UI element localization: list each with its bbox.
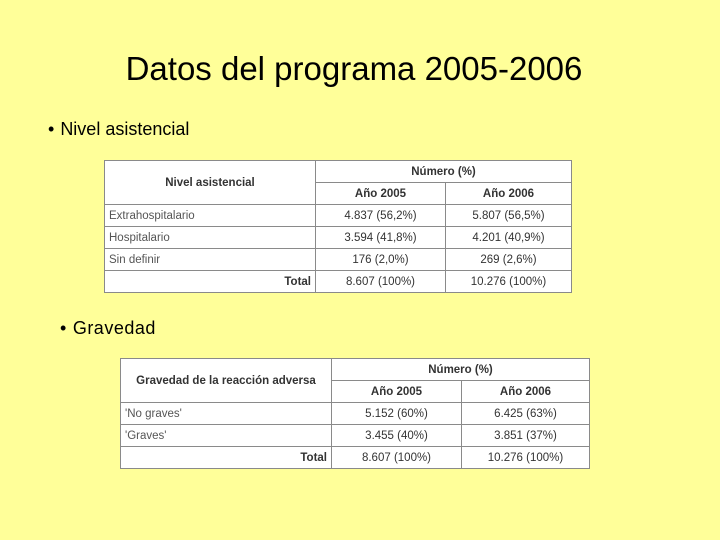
bullet-glyph: •	[60, 318, 67, 338]
bullet-label: Nivel asistencial	[60, 119, 190, 139]
bullet-gravedad	[60, 318, 156, 339]
total-2006: 10.276 (100%)	[462, 447, 590, 469]
table-row	[105, 249, 572, 271]
bullet-glyph: •	[48, 119, 55, 139]
cell-2005: 3.594 (41,8%)	[316, 227, 446, 249]
row-label: 'No graves'	[121, 403, 332, 425]
corner-header: Nivel asistencial	[105, 161, 316, 205]
bullet-nivel-asistencial	[48, 119, 189, 140]
table-row	[105, 205, 572, 227]
bullet-label: Gravedad	[72, 318, 156, 338]
total-2006: 10.276 (100%)	[446, 271, 572, 293]
group-header: Número (%)	[332, 359, 590, 381]
row-label: Sin definir	[105, 249, 316, 271]
row-label: Hospitalario	[105, 227, 316, 249]
col-header-2005: Año 2005	[332, 381, 462, 403]
table-total-row	[105, 271, 572, 293]
col-header-2006: Año 2006	[462, 381, 590, 403]
cell-2005: 3.455 (40%)	[332, 425, 462, 447]
row-label: 'Graves'	[121, 425, 332, 447]
group-header: Número (%)	[316, 161, 572, 183]
corner-header: Gravedad de la reacción adversa	[121, 359, 332, 403]
table-row	[121, 403, 590, 425]
col-header-2005: Año 2005	[316, 183, 446, 205]
col-header-2006: Año 2006	[446, 183, 572, 205]
total-2005: 8.607 (100%)	[332, 447, 462, 469]
cell-2006: 4.201 (40,9%)	[446, 227, 572, 249]
cell-2005: 176 (2,0%)	[316, 249, 446, 271]
cell-2006: 5.807 (56,5%)	[446, 205, 572, 227]
row-label: Extrahospitalario	[105, 205, 316, 227]
slide-title: Datos del programa 2005-2006	[125, 50, 583, 87]
cell-2005: 5.152 (60%)	[332, 403, 462, 425]
cell-2006: 269 (2,6%)	[446, 249, 572, 271]
table-gravedad	[120, 358, 590, 469]
table-row	[121, 425, 590, 447]
table-nivel-asistencial	[104, 160, 572, 293]
cell-2006: 3.851 (37%)	[462, 425, 590, 447]
total-2005: 8.607 (100%)	[316, 271, 446, 293]
total-label: Total	[121, 447, 332, 469]
total-label: Total	[105, 271, 316, 293]
table-row	[105, 227, 572, 249]
table-total-row	[121, 447, 590, 469]
cell-2006: 6.425 (63%)	[462, 403, 590, 425]
cell-2005: 4.837 (56,2%)	[316, 205, 446, 227]
